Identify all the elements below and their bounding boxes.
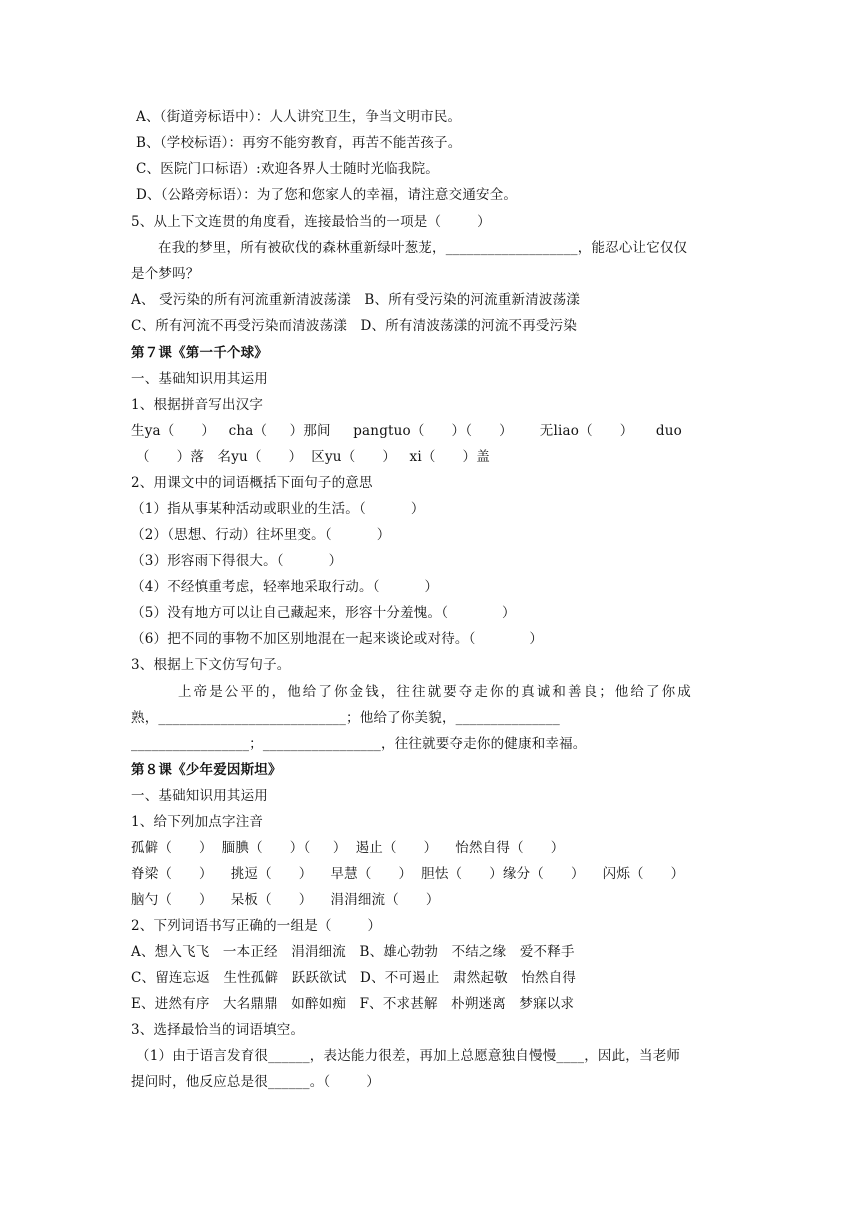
question-2-heading-2: 2、下列词语书写正确的一组是（ ） (131, 918, 382, 934)
section-heading-2: 一、基础知识用其运用 (131, 788, 268, 804)
sub-question-4: （4）不经慎重考虑，轻率地采取行动。（ ） (131, 579, 439, 595)
option-b-line: B、（学校标语）：再穷不能穷教育，再苦不能苦孩子。 (136, 135, 462, 151)
word-options-cd: C、留连忘返 生性孤僻 跃跃欲试 D、不可遏止 肃然起敬 怡然自得 (131, 970, 577, 986)
pinyin-row-1: 生ya（ ） cha（ ）那间 pangtuo（ ）（ ） 无liao（ ） duo (131, 423, 682, 439)
phonetic-row-3: 脑勺（ ） 呆板（ ） 涓涓细流（ ） (131, 892, 440, 908)
option-c-line: C、医院门口标语）:欢迎各界人士随时光临我院。 (136, 161, 439, 177)
question-5-passage-cont: 是个梦吗？ (131, 266, 200, 282)
sub-question-6: （6）把不同的事物不加区别地混在一起来谈论或对待。（ ） (131, 631, 544, 647)
sub-question-5: （5）没有地方可以让自己藏起来，形容十分羞愧。（ ） (131, 605, 516, 621)
sub-question-2: （2）（思想、行动）往坏里变。（ ） (131, 527, 391, 543)
imitation-passage-line-1: 上帝是公平的，他给了你金钱，往往就要夺走你的真诚和善良；他给了你成 (178, 684, 693, 700)
section-heading: 一、基础知识用其运用 (131, 371, 268, 387)
question-5-options-cd: C、所有河流不再受污染而清波荡漾 D、所有清波荡漾的河流不再受污染 (131, 318, 578, 334)
question-1-heading-2: 1、给下列加点字注音 (131, 814, 264, 830)
word-options-ef: E、进然有序 大名鼎鼎 如醉如痴 F、不求甚解 朴朔迷离 梦寐以求 (131, 996, 575, 1012)
lesson-8-heading: 第８课《少年爱因斯坦》 (131, 762, 282, 778)
lesson-7-heading: 第７课《第一千个球》 (131, 345, 268, 361)
word-options-ab: A、想入飞飞 一本正经 涓涓细流 B、雄心勃勃 不结之缘 爱不释手 (131, 944, 575, 960)
sub-question-1: （1）指从事某种活动或职业的生活。（ ） (131, 501, 425, 517)
question-2-heading: 2、用课文中的词语概括下面句子的意思 (131, 475, 373, 491)
fill-blank-line-2: 提问时，他反应总是很______。（ ） (131, 1074, 380, 1090)
question-5: 5、从上下文连贯的角度看，连接最恰当的一项是（ ） (131, 214, 491, 230)
fill-blank-line-1: （1）由于语言发育很______，表达能力很差，再加上总愿意独自慢慢____，因此，当老师 (136, 1048, 681, 1064)
imitation-passage-line-3: _________________；_________________，往往就要夺走你的健康和幸福。 (131, 736, 587, 752)
question-1-heading: 1、根据拼音写出汉字 (131, 397, 264, 413)
pinyin-row-2: （ ）落 名yu（ ） 区yu（ ） xi（ ）盖 (136, 449, 490, 465)
question-5-passage: 在我的梦里，所有被砍伐的森林重新绿叶葱茏，___________________，能忍心让它仅仅 (158, 240, 688, 256)
sub-question-3: （3）形容雨下得很大。（ ） (131, 553, 343, 569)
phonetic-row-2: 脊梁（ ） 挑逗（ ） 早慧（ ） 胆怯（ ）缘分（ ） 闪烁（ ） (131, 866, 685, 882)
option-a-line: A、（街道旁标语中）：人人讲究卫生，争当文明市民。 (136, 109, 462, 125)
phonetic-row-1: 孤僻（ ） 腼腆（ ）（ ） 遏止（ ） 怡然自得（ ） (131, 840, 565, 856)
question-3-heading-2: 3、选择最恰当的词语填空。 (131, 1022, 305, 1038)
question-3-heading: 3、根据上下文仿写句子。 (131, 657, 291, 673)
imitation-passage-line-2: 熟，___________________________；他给了你美貌，_______________ (131, 710, 560, 726)
question-5-options-ab: A、 受污染的所有河流重新清波荡漾 B、所有受污染的河流重新清波荡漾 (131, 292, 581, 308)
option-d-line: D、（公路旁标语）：为了您和您家人的幸福，请注意交通安全。 (136, 187, 518, 203)
